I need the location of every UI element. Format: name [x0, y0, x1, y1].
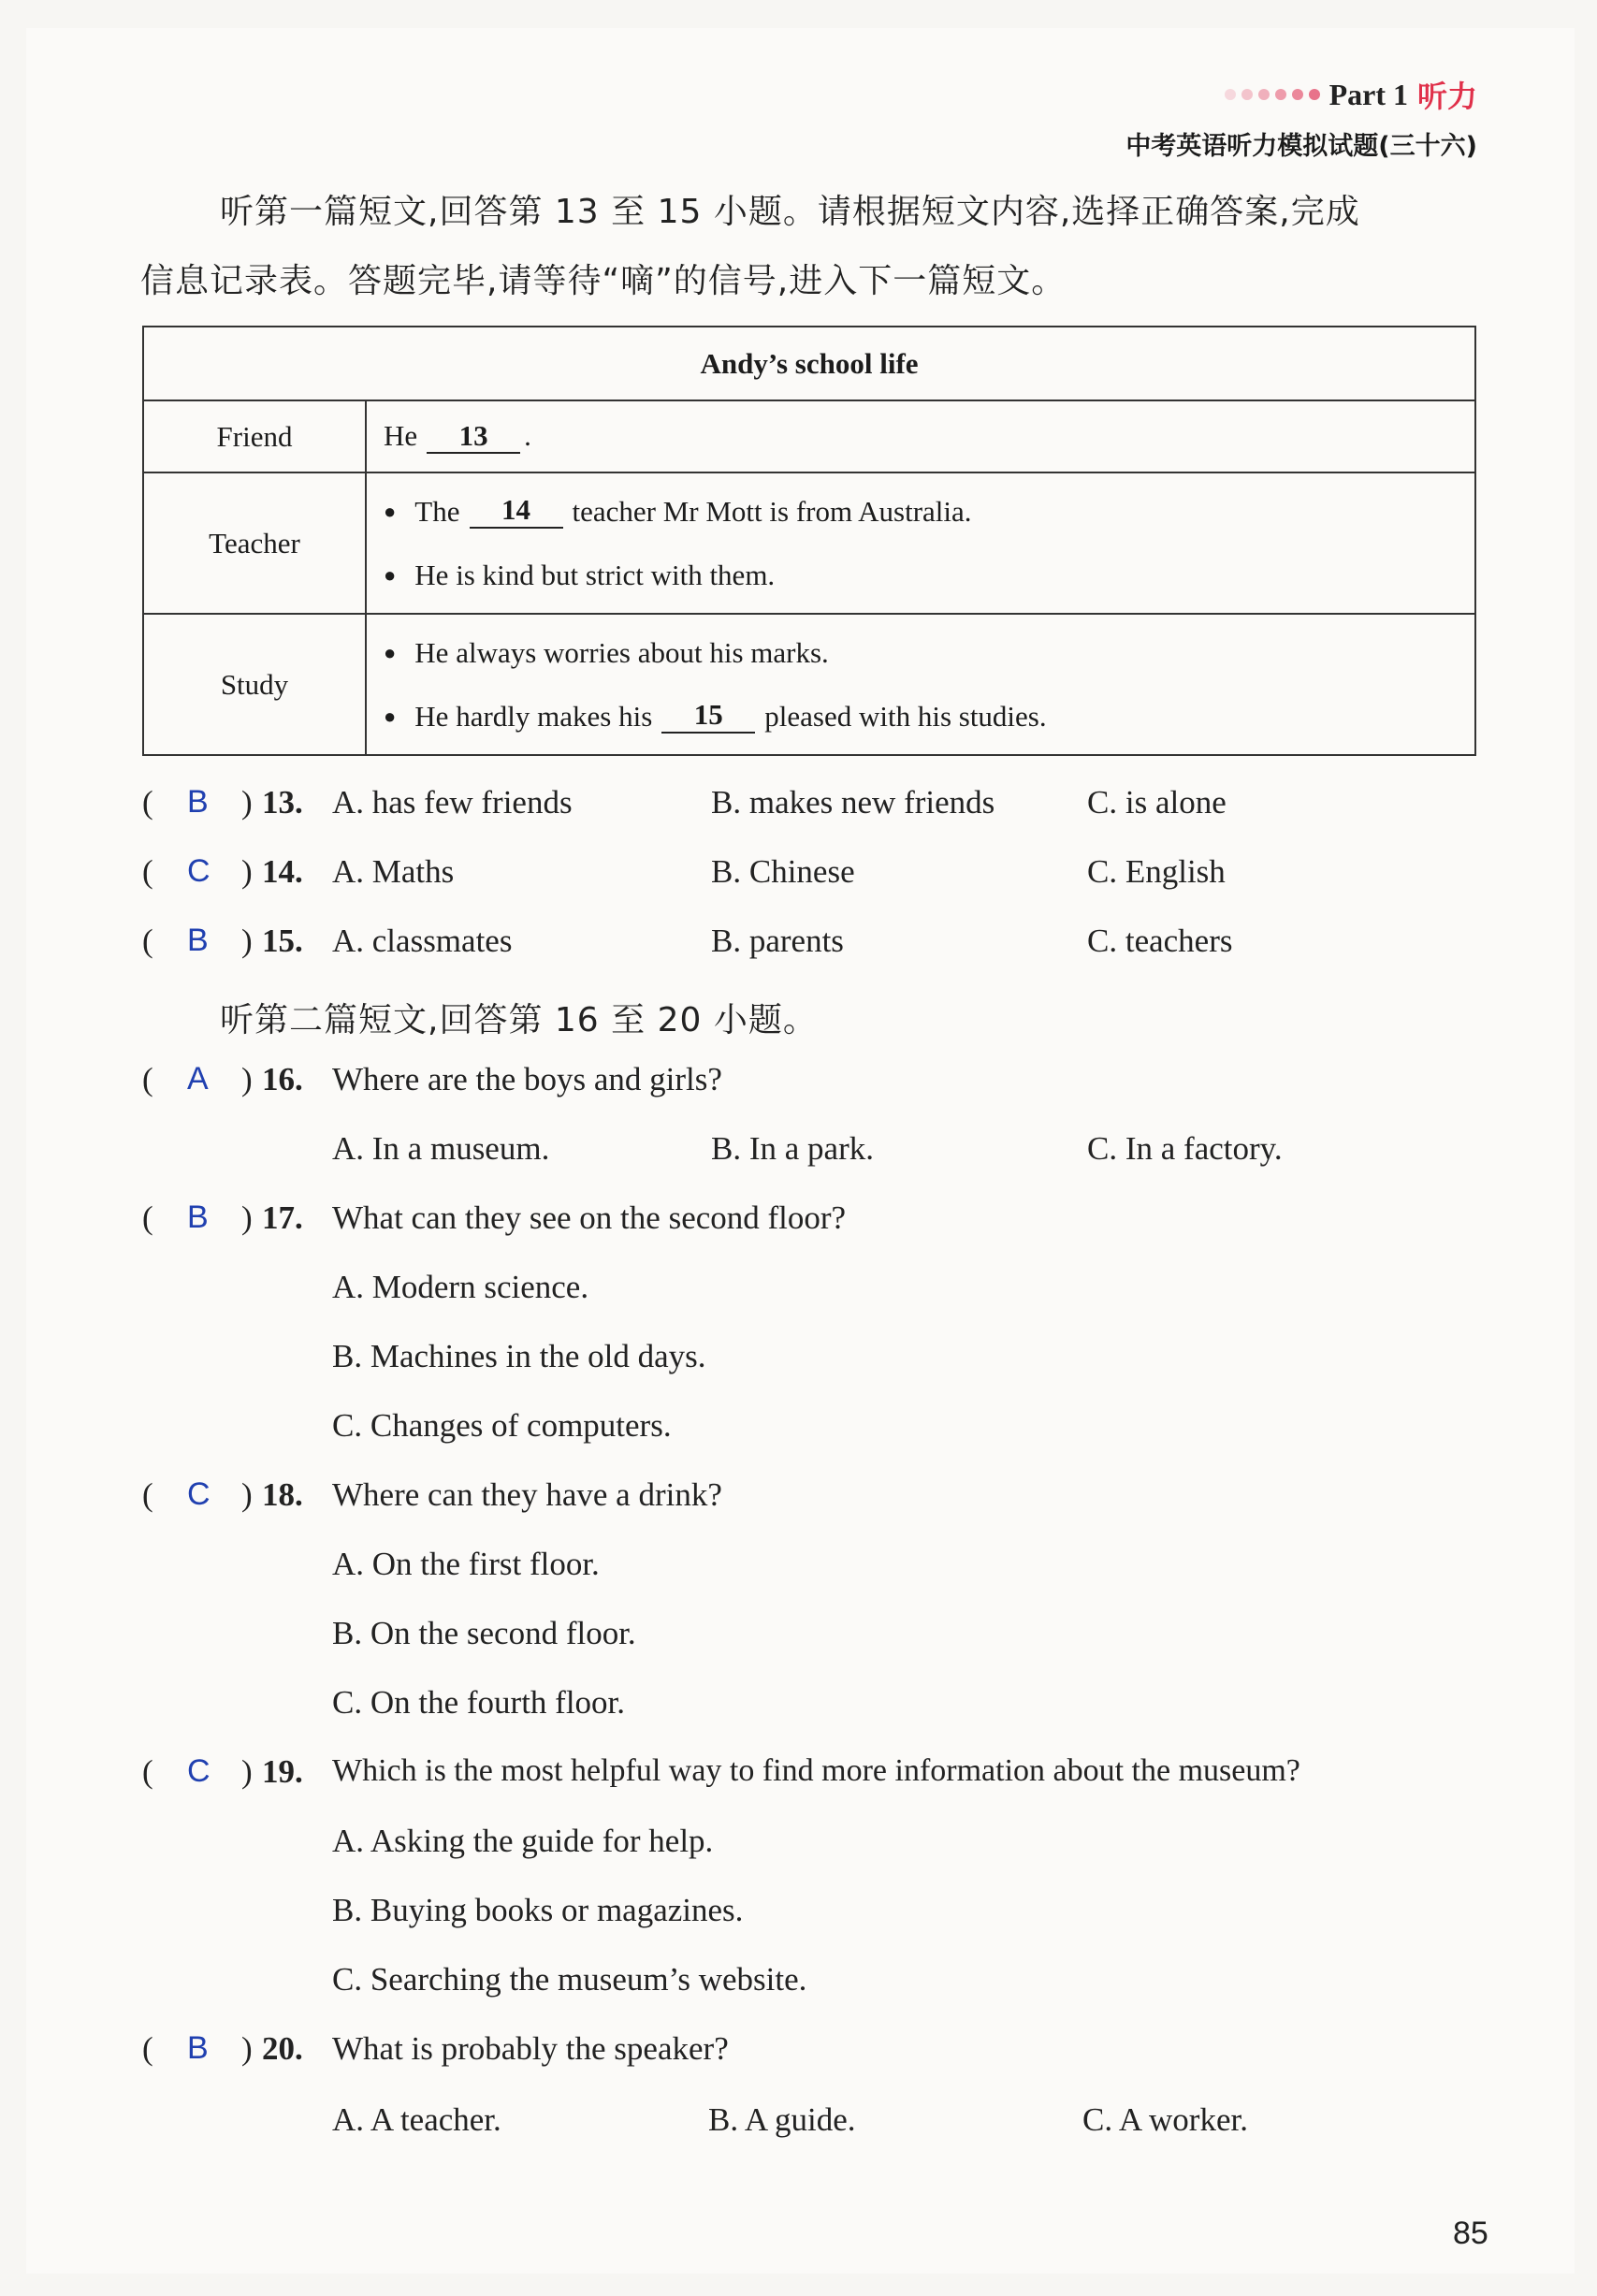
- option-c: C. In a factory.: [1087, 1130, 1283, 1167]
- question-stem: What is probably the speaker?: [332, 2030, 729, 2067]
- answer-15: B: [187, 923, 209, 958]
- table-title: Andy’s school life: [143, 327, 1475, 400]
- part-label: Part 1: [1328, 77, 1408, 111]
- option-b: B. Chinese: [711, 853, 855, 890]
- option-a: A. classmates: [332, 923, 513, 959]
- option-a: A. A teacher.: [332, 2101, 501, 2138]
- bullet-line: [384, 480, 1474, 544]
- paren-close: ): [241, 1199, 253, 1236]
- option-b: B. parents: [711, 923, 844, 959]
- option-b: B. makes new friends: [711, 784, 995, 821]
- bullet-icon: ●: [384, 499, 397, 523]
- paren-open: (: [142, 1061, 153, 1097]
- option-text: C. Changes of computers.: [332, 1407, 672, 1444]
- paren-close: ): [241, 1061, 253, 1097]
- option-text: A. Asking the guide for help.: [332, 1823, 714, 1859]
- answer-14: C: [187, 853, 211, 889]
- bullet-line: [384, 685, 1474, 748]
- question-stem: Where can they have a drink?: [332, 1476, 722, 1513]
- answer-blank-15: 15: [661, 699, 755, 733]
- line-text: He hardly makes his: [414, 699, 653, 733]
- option-text: C. On the fourth floor.: [332, 1684, 626, 1721]
- option-b: B. In a park.: [711, 1130, 874, 1167]
- option-c: C. is alone: [1087, 784, 1227, 821]
- answer-13: B: [187, 784, 209, 820]
- question-number: 16.: [262, 1061, 303, 1097]
- line-text: He always worries about his marks.: [414, 635, 829, 669]
- exam-subtitle: 中考英语听力模拟试题(三十六): [1125, 132, 1477, 161]
- option-a: A. In a museum.: [332, 1130, 550, 1167]
- paren-close: ): [241, 1476, 253, 1513]
- line-text: teacher Mr Mott is from Australia.: [572, 494, 972, 528]
- question-stem: Where are the boys and girls?: [332, 1061, 722, 1097]
- row-content-study: [366, 614, 1475, 755]
- page-header: [1125, 73, 1477, 162]
- decorative-dots: [1225, 89, 1320, 100]
- option-text: B. On the second floor.: [332, 1615, 636, 1651]
- paren-close: ): [241, 853, 253, 890]
- paren-open: (: [142, 923, 153, 959]
- section-label: 听力: [1416, 79, 1477, 114]
- question-stem: What can they see on the second floor?: [332, 1199, 847, 1236]
- answer-18: C: [187, 1476, 211, 1512]
- row-content-friend: [366, 400, 1475, 472]
- line-text: He: [384, 418, 418, 452]
- question-number: 14.: [262, 853, 303, 890]
- option-text: B. Buying books or magazines.: [332, 1892, 744, 1928]
- question-stem: Which is the most helpful way to find more information about the museum?: [332, 1753, 1300, 1788]
- paren-open: (: [142, 2030, 153, 2067]
- line-text: .: [524, 418, 531, 452]
- paren-close: ): [241, 2030, 253, 2067]
- question-number: 20.: [262, 2030, 303, 2067]
- line-text: pleased with his studies.: [764, 699, 1047, 733]
- row-content-teacher: [366, 472, 1475, 614]
- option-c: C. A worker.: [1082, 2101, 1248, 2138]
- bullet-line: [384, 544, 1474, 607]
- answer-16: A: [187, 1061, 209, 1097]
- paren-open: (: [142, 1753, 153, 1790]
- row-label-teacher: Teacher: [143, 472, 366, 614]
- option-text: B. Machines in the old days.: [332, 1338, 706, 1374]
- instruction-1-line-1: 听第一篇短文,回答第 13 至 15 小题。请根据短文内容,选择正确答案,完成: [220, 193, 1360, 231]
- option-text: C. Searching the museum’s website.: [332, 1961, 807, 1998]
- paren-close: ): [241, 923, 253, 959]
- option-text: A. Modern science.: [332, 1269, 589, 1305]
- bullet-icon: ●: [384, 562, 397, 587]
- page-number: 85: [1453, 2216, 1488, 2251]
- paren-close: ): [241, 1753, 253, 1790]
- option-b: B. A guide.: [708, 2101, 856, 2138]
- question-number: 18.: [262, 1476, 303, 1513]
- row-label-friend: Friend: [143, 400, 366, 472]
- question-number: 15.: [262, 923, 303, 959]
- option-c: C. teachers: [1087, 923, 1233, 959]
- answer-17: B: [187, 1199, 209, 1235]
- option-a: A. has few friends: [332, 784, 573, 821]
- paren-open: (: [142, 853, 153, 890]
- answer-19: C: [187, 1753, 211, 1789]
- info-record-table: [142, 326, 1476, 756]
- instruction-2: 听第二篇短文,回答第 16 至 20 小题。: [220, 1001, 818, 1039]
- paren-close: ): [241, 784, 253, 821]
- option-c: C. English: [1087, 853, 1226, 890]
- paren-open: (: [142, 1476, 153, 1513]
- question-number: 17.: [262, 1199, 303, 1236]
- row-label-study: Study: [143, 614, 366, 755]
- question-number: 19.: [262, 1753, 303, 1790]
- answer-20: B: [187, 2030, 209, 2066]
- line-text: The: [414, 494, 460, 528]
- answer-blank-13: 13: [427, 420, 520, 454]
- bullet-icon: ●: [384, 640, 397, 664]
- option-a: A. Maths: [332, 853, 455, 890]
- option-text: A. On the first floor.: [332, 1546, 600, 1582]
- question-number: 13.: [262, 784, 303, 821]
- bullet-line: [384, 621, 1474, 685]
- paren-open: (: [142, 784, 153, 821]
- instruction-1-line-2: 信息记录表。答题完毕,请等待“嘀”的信号,进入下一篇短文。: [140, 262, 1067, 300]
- bullet-icon: ●: [384, 704, 397, 728]
- answer-blank-14: 14: [470, 494, 563, 528]
- paren-open: (: [142, 1199, 153, 1236]
- line-text: He is kind but strict with them.: [414, 558, 776, 591]
